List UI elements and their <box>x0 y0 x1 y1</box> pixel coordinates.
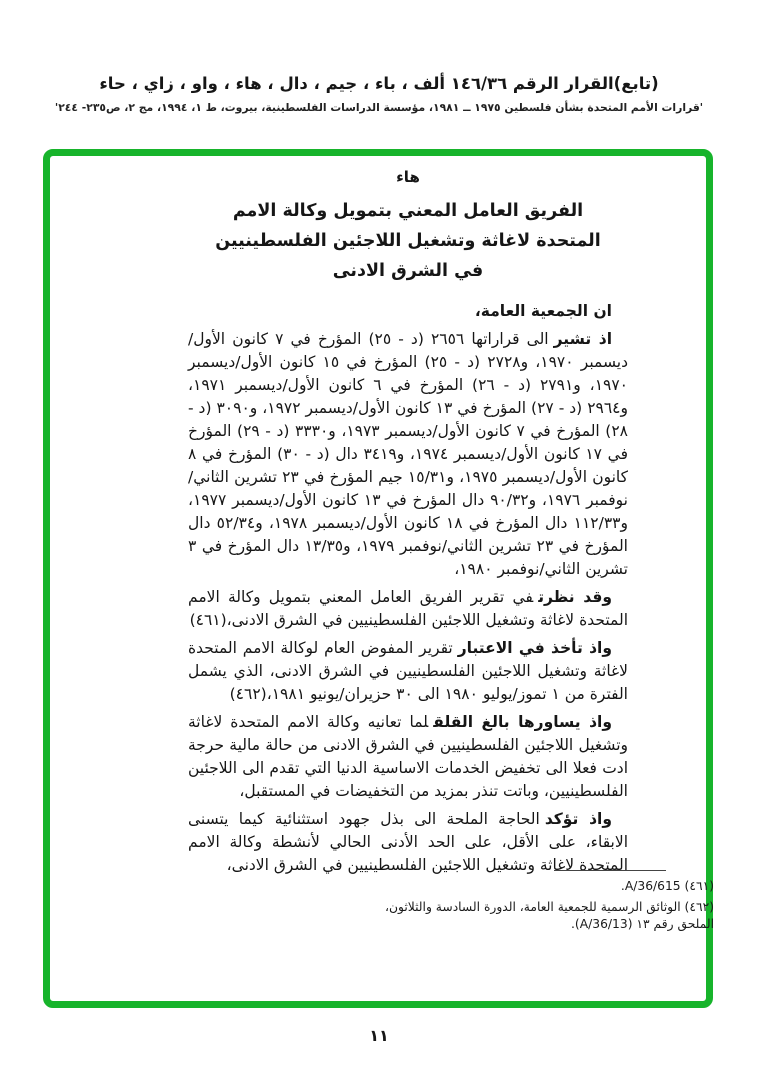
page-number: ١١ <box>369 1026 389 1045</box>
paragraph-lead: اذ تشير <box>553 330 613 348</box>
footnote-461: (٤٦١) A/36/615. <box>620 879 714 893</box>
paragraph-lead: ان الجمعية العامة، <box>474 302 612 320</box>
resolution-body <box>188 300 628 877</box>
paragraph-text: لما تعانيه وكالة الامم المتحدة لاغاثة وتشغيل اللاجئين الفلسطينيين في الشرق الادنى من حالة مالية حرجة ادت فعلا الى تخفيض الخدمات الاساسية الدنيا التي تقدم الى اللاجئين الفلسطينيين، وباتت تنذر بمزيد من التخفيضات في المستقبل، <box>188 713 628 800</box>
paragraph-lead: واذ تأخذ في الاعتبار <box>457 639 612 657</box>
paragraph-recalling <box>188 328 628 581</box>
paragraph-lead: واذ يساورها بالغ القلق <box>433 713 612 731</box>
paragraph-emphasizing <box>188 808 628 877</box>
resolution-header-title: (تابع)القرار الرقم ١٤٦/٣٦ ألف ، باء ، جيم ، دال ، هاء ، واو ، زاي ، حاء <box>99 74 659 93</box>
paragraph-text: الحاجة الملحة الى بذل جهود استثنائية كيما يتسنى الابقاء، على الأقل، على الحد الأدنى الحالي لأنشطة وكالة الامم المتحدة لاغاثة وتشغيل اللاجئين الفلسطينيين في الشرق الادنى، <box>188 810 628 874</box>
resolution-title-line-2: المتحدة لاغاثة وتشغيل اللاجئين الفلسطينيين <box>215 231 601 251</box>
section-letter: هاء <box>396 168 420 186</box>
footnote-section <box>372 870 714 937</box>
paragraph-opening <box>188 300 628 323</box>
resolution-title-line-3: في الشرق الادنى <box>332 261 484 281</box>
highlight-annotation-box <box>43 149 713 1008</box>
paragraph-taking-into-account <box>188 637 628 706</box>
footnote-separator <box>554 870 666 871</box>
paragraph-deeply-concerned <box>188 711 628 803</box>
resolution-title <box>188 196 628 286</box>
text-column <box>188 168 628 882</box>
paragraph-having-considered <box>188 586 628 632</box>
paragraph-lead: وقد نظرت <box>538 588 613 606</box>
source-citation: 'قرارات الأمم المتحدة بشأن فلسطين ١٩٧٥ ــ ١٩٨١، مؤسسة الدراسات الفلسطينية، بيروت، ط ١، ١٩٩٤، مج ٢، ص٢٣٥- ٢٤٤' <box>54 101 704 114</box>
resolution-title-line-1: الفريق العامل المعني بتمويل وكالة الامم <box>232 201 584 221</box>
paragraph-text: في تقرير الفريق العامل المعني بتمويل وكالة الامم المتحدة لاغاثة وتشغيل اللاجئين الفلسطينيين في الشرق الادنى،(٤٦١) <box>188 588 628 629</box>
paragraph-lead: واذ تؤكد <box>544 810 612 828</box>
paragraph-text: تقرير المفوض العام لوكالة الامم المتحدة لاغاثة وتشغيل اللاجئين الفلسطينيين في الشرق الادنى، الذي يشمل الفترة من ١ تموز/يوليو ١٩٨٠ الى ٣٠ حزيران/يونيو ١٩٨١،(٤٦٢) <box>188 639 628 703</box>
footnote-462: (٤٦٢) الوثائق الرسمية للجمعية العامة، الدورة السادسة والثلاثون، الملحق رقم ١٣ (A/36/13). <box>384 899 714 931</box>
page-header <box>0 74 758 114</box>
paragraph-text: الى قراراتها ٢٦٥٦ (د - ٢٥) المؤرخ في ٧ كانون الأول/ديسمبر ١٩٧٠، و٢٧٢٨ (د - ٢٥) المؤرخ في ١٥ كانون الأول/ديسمبر ١٩٧٠، و٢٧٩١ (د - ٢٦) المؤرخ في ٦ كانون الأول/ديسمبر ١٩٧١، و٢٩٦٤ (د - ٢٧) المؤرخ في ١٣ كانون الأول/ديسمبر ١٩٧٢، و٣٠٩٠ (د - ٢٨) المؤرخ في ٧ كانون الأول/ديسمبر ١٩٧٣، و٣٣٣٠ (د - ٢٩) المؤرخ في ١٧ كانون الأول/ديسمبر ١٩٧٤، و٣٤١٩ دال (د - ٣٠) المؤرخ في ٨ كانون الأول/ديسمبر ١٩٧٥، و١٥/٣١ جيم المؤرخ في ٢٣ تشرين الثاني/نوفمبر ١٩٧٦، و٩٠/٣٢ دال المؤرخ في ١٣ كانون الأول/ديسمبر ١٩٧٧، و١١٢/٣٣ دال المؤرخ في ١٨ كانون الأول/ديسمبر ١٩٧٨، و٥٢/٣٤ دال المؤرخ في ٢٣ تشرين الثاني/نوفمبر ١٩٧٩، و١٣/٣٥ دال المؤرخ في ٣ تشرين الثاني/نوفمبر ١٩٨٠، <box>188 330 629 578</box>
